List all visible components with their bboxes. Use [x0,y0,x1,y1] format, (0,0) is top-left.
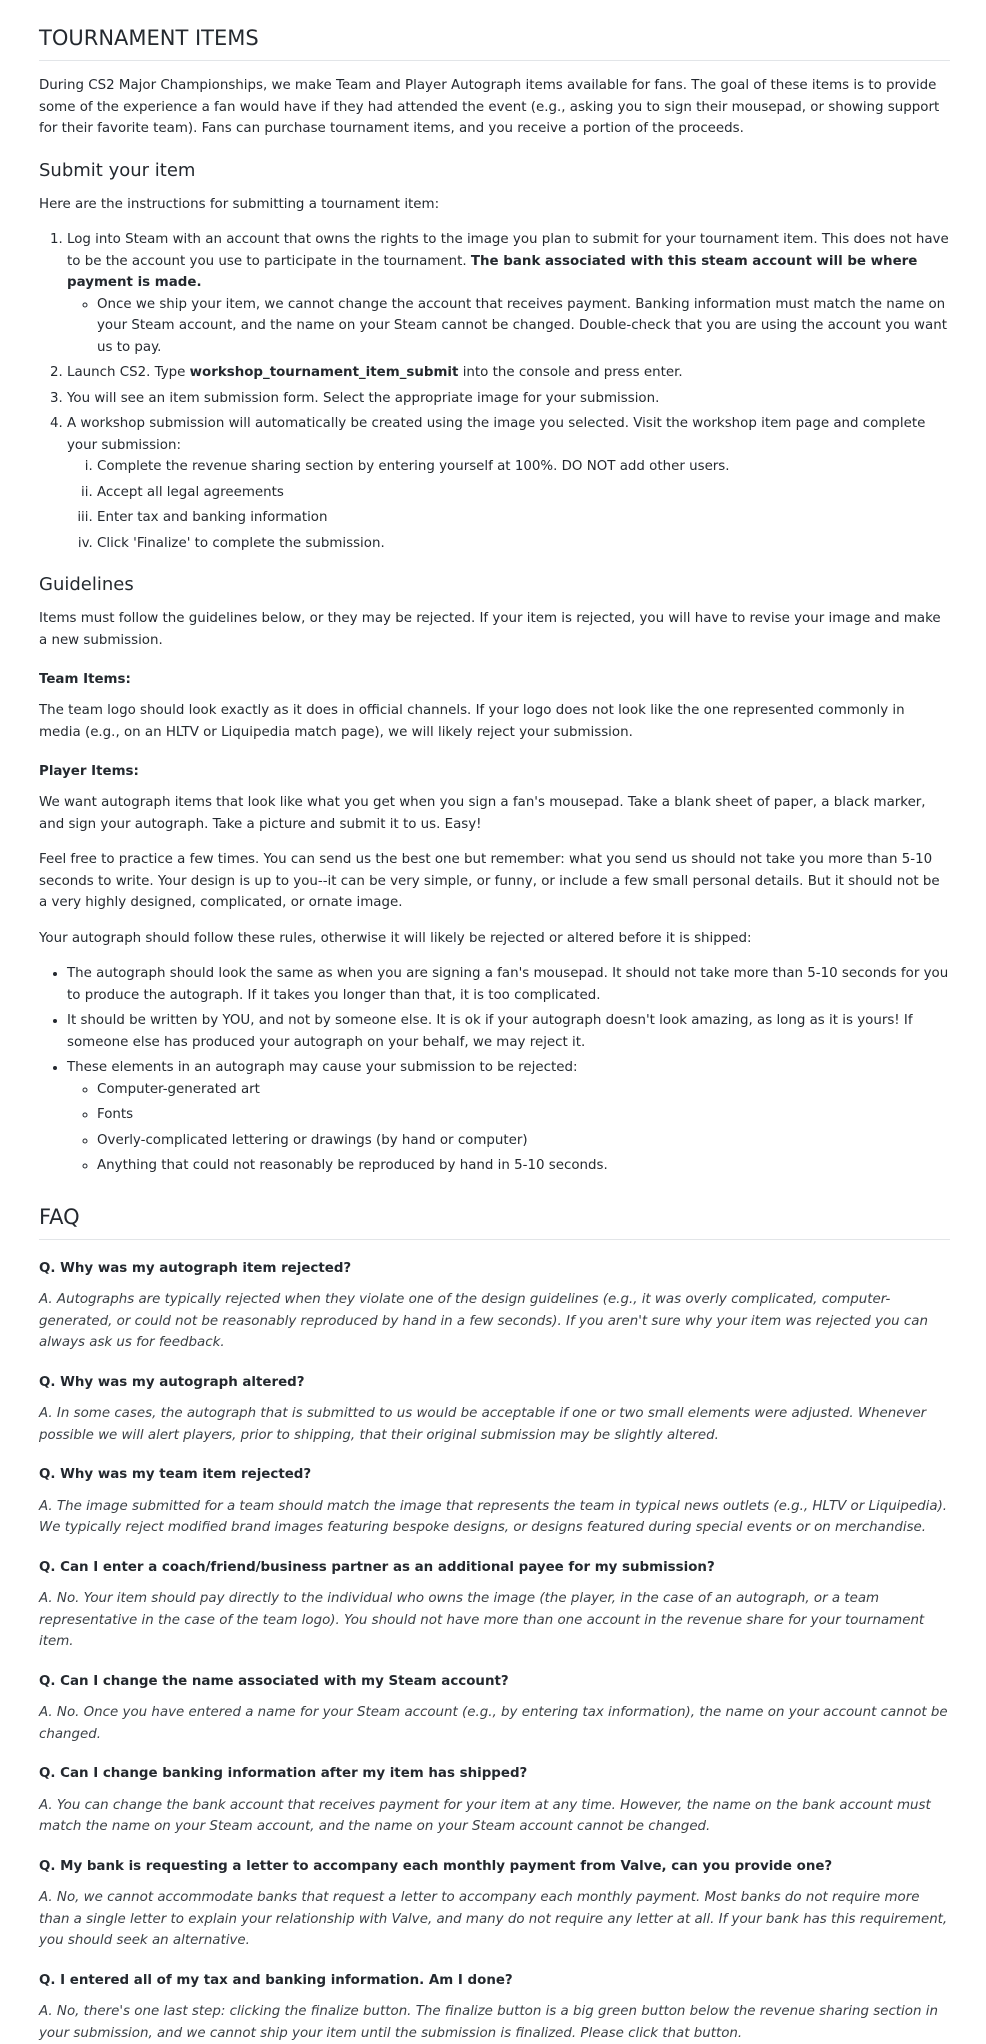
faq-heading: FAQ [39,1201,950,1240]
player-items-p2: Feel free to practice a few times. You can send us the best one but remember: what you send us should not take you more than 5-10 seconds to write. Your design is up to you--it can be very simple, or funny, or include a few small personal details. But it should not be a very highly designed, complicated, or ornate image. [39,849,950,914]
faq-question: Q. I entered all of my tax and banking information. Am I done? [39,1970,950,1992]
step-2-pre: Launch CS2. Type [67,365,190,380]
faq-item [39,1557,950,1653]
step-4-sublist [67,456,950,554]
faq-question: Q. Why was my autograph altered? [39,1372,950,1394]
rule-item [67,1057,950,1177]
step-3: 3. You will see an item submission form. Select the appropriate image for your submission. [67,388,950,410]
faq-item [39,1372,950,1447]
faq-question: Q. Can I enter a coach/friend/business partner as an additional payee for my submission? [39,1557,950,1579]
faq-answer: A. The image submitted for a team should match the image that represents the team in typical news outlets (e.g., HLTV or Liquipedia). We typically reject modified brand images featuring bespoke designs, or designs featured during special events or on merchandise. [39,1496,950,1539]
faq-question: Q. Why was my autograph item rejected? [39,1258,950,1280]
faq-answer: A. In some cases, the autograph that is submitted to us would be acceptable if one or two small elements were adjusted. Whenever possible we will alert players, prior to shipping, that their original submission may be slightly altered. [39,1403,950,1446]
step-1-sublist [67,294,950,359]
page-title: TOURNAMENT ITEMS [39,22,950,61]
submit-heading: Submit your item [39,158,950,184]
faq-answer: A. You can change the bank account that receives payment for your item at any time. However, the name on the bank account must match the name on your Steam account, and the name on your Steam account cannot be changed. [39,1795,950,1838]
step-4-subitem: i. Complete the revenue sharing section by entering yourself at 100%. DO NOT add other users. [97,456,950,478]
rule-3-subitem: ◦ Fonts [97,1104,950,1126]
autograph-rules [39,963,950,1177]
submit-lead: Here are the instructions for submitting a tournament item: [39,194,950,216]
faq-answer: A. No. Your item should pay directly to the individual who owns the image (the player, in the case of an autograph, or a team representative in the case of the team logo). You should not have more than one account in the revenue share for your tournament item. [39,1588,950,1653]
player-items-heading: Player Items: [39,761,950,782]
faq-question: Q. Can I change the name associated with my Steam account? [39,1671,950,1693]
step-1-subitem: ◦ Once we ship your item, we cannot change the account that receives payment. Banking information must match the name on your Steam account, and the name on your Steam cannot be changed. Double-check that you are using the account you want us to pay. [97,294,950,359]
faq-answer: A. No, we cannot accommodate banks that request a letter to accompany each monthly payment. Most banks do not require more than a single letter to explain your relationship with Valve, and many do not require any letter at all. If your bank has this requirement, you should seek an alternative. [39,1887,950,1952]
faq-item [39,1671,950,1746]
step-2-post: into the console and press enter. [458,365,682,380]
step-2 [67,362,950,384]
step-4-subitem: iv. Click 'Finalize' to complete the submission. [97,533,950,555]
intro-paragraph: During CS2 Major Championships, we make Team and Player Autograph items available for fans. The goal of these items is to provide some of the experience a fan would have if they had attended the event (e.g., asking you to sign their mousepad, or showing support for their favorite team). Fans can purchase tournament items, and you receive a portion of the proceeds. [39,75,950,140]
step-4-subitem: ii. Accept all legal agreements [97,482,950,504]
rule-3-subitem: ◦ Computer-generated art [97,1079,950,1101]
faq-question: Q. Why was my team item rejected? [39,1464,950,1486]
guidelines-heading: Guidelines [39,572,950,598]
faq-item [39,1763,950,1838]
step-1-text: Log into Steam with an account that owns the rights to the image you plan to submit for your tournament item. This does not have to be the account you use to participate in the tournament. [67,232,949,269]
step-1 [67,229,950,358]
rule-3-subitem: ◦ Overly-complicated lettering or drawings (by hand or computer) [97,1130,950,1152]
faq-answer: A. Autographs are typically rejected when they violate one of the design guidelines (e.g., it was overly complicated, computer-generated, or could not be reasonably reproduced by hand in a few seconds). If you aren't sure why your item was rejected you can always ask us for feedback. [39,1289,950,1354]
faq-item [39,1970,950,2044]
rule-item: • The autograph should look the same as when you are signing a fan's mousepad. It should not take more than 5-10 seconds for you to produce the autograph. If it takes you longer than that, it is too complicated. [67,963,950,1006]
team-items-text: The team logo should look exactly as it does in official channels. If your logo does not look like the one represented commonly in media (e.g., on an HLTV or Liquipedia match page), we will likely reject your submission. [39,700,950,743]
faq-item [39,1464,950,1539]
submit-steps [39,229,950,554]
faq-question: Q. My bank is requesting a letter to accompany each monthly payment from Valve, can you provide one? [39,1856,950,1878]
rule-3-text: These elements in an autograph may cause your submission to be rejected: [67,1060,577,1075]
step-1-bold: The bank associated with this steam account will be where payment is made. [67,254,917,291]
faq-answer: A. No. Once you have entered a name for your Steam account (e.g., by entering tax information), the name on your account cannot be changed. [39,1702,950,1745]
rule-3-subitem: ◦ Anything that could not reasonably be reproduced by hand in 5-10 seconds. [97,1155,950,1177]
faq-item [39,1856,950,1952]
faq-item [39,1258,950,1354]
step-4-text: A workshop submission will automatically be created using the image you selected. Visit the workshop item page and complete your submission: [67,416,925,453]
step-4-subitem: iii. Enter tax and banking information [97,507,950,529]
player-items-p1: We want autograph items that look like what you get when you sign a fan's mousepad. Take a blank sheet of paper, a black marker, and sign your autograph. Take a picture and submit it to us. Easy! [39,792,950,835]
faq-answer: A. No, there's one last step: clicking the finalize button. The finalize button is a big green button below the revenue sharing section in your submission, and we cannot ship your item until the submission is finalized. Please click that button. [39,2001,950,2044]
console-command: workshop_tournament_item_submit [190,365,459,380]
faq-question: Q. Can I change banking information after my item has shipped? [39,1763,950,1785]
step-4 [67,413,950,554]
player-items-p3: Your autograph should follow these rules, otherwise it will likely be rejected or altered before it is shipped: [39,928,950,950]
rule-3-sublist [67,1079,950,1177]
team-items-heading: Team Items: [39,669,950,690]
rule-item: • It should be written by YOU, and not by someone else. It is ok if your autograph doesn't look amazing, as long as it is yours! If someone else has produced your autograph on your behalf, we may reject it. [67,1010,950,1053]
guidelines-lead: Items must follow the guidelines below, or they may be rejected. If your item is rejected, you will have to revise your image and make a new submission. [39,608,950,651]
